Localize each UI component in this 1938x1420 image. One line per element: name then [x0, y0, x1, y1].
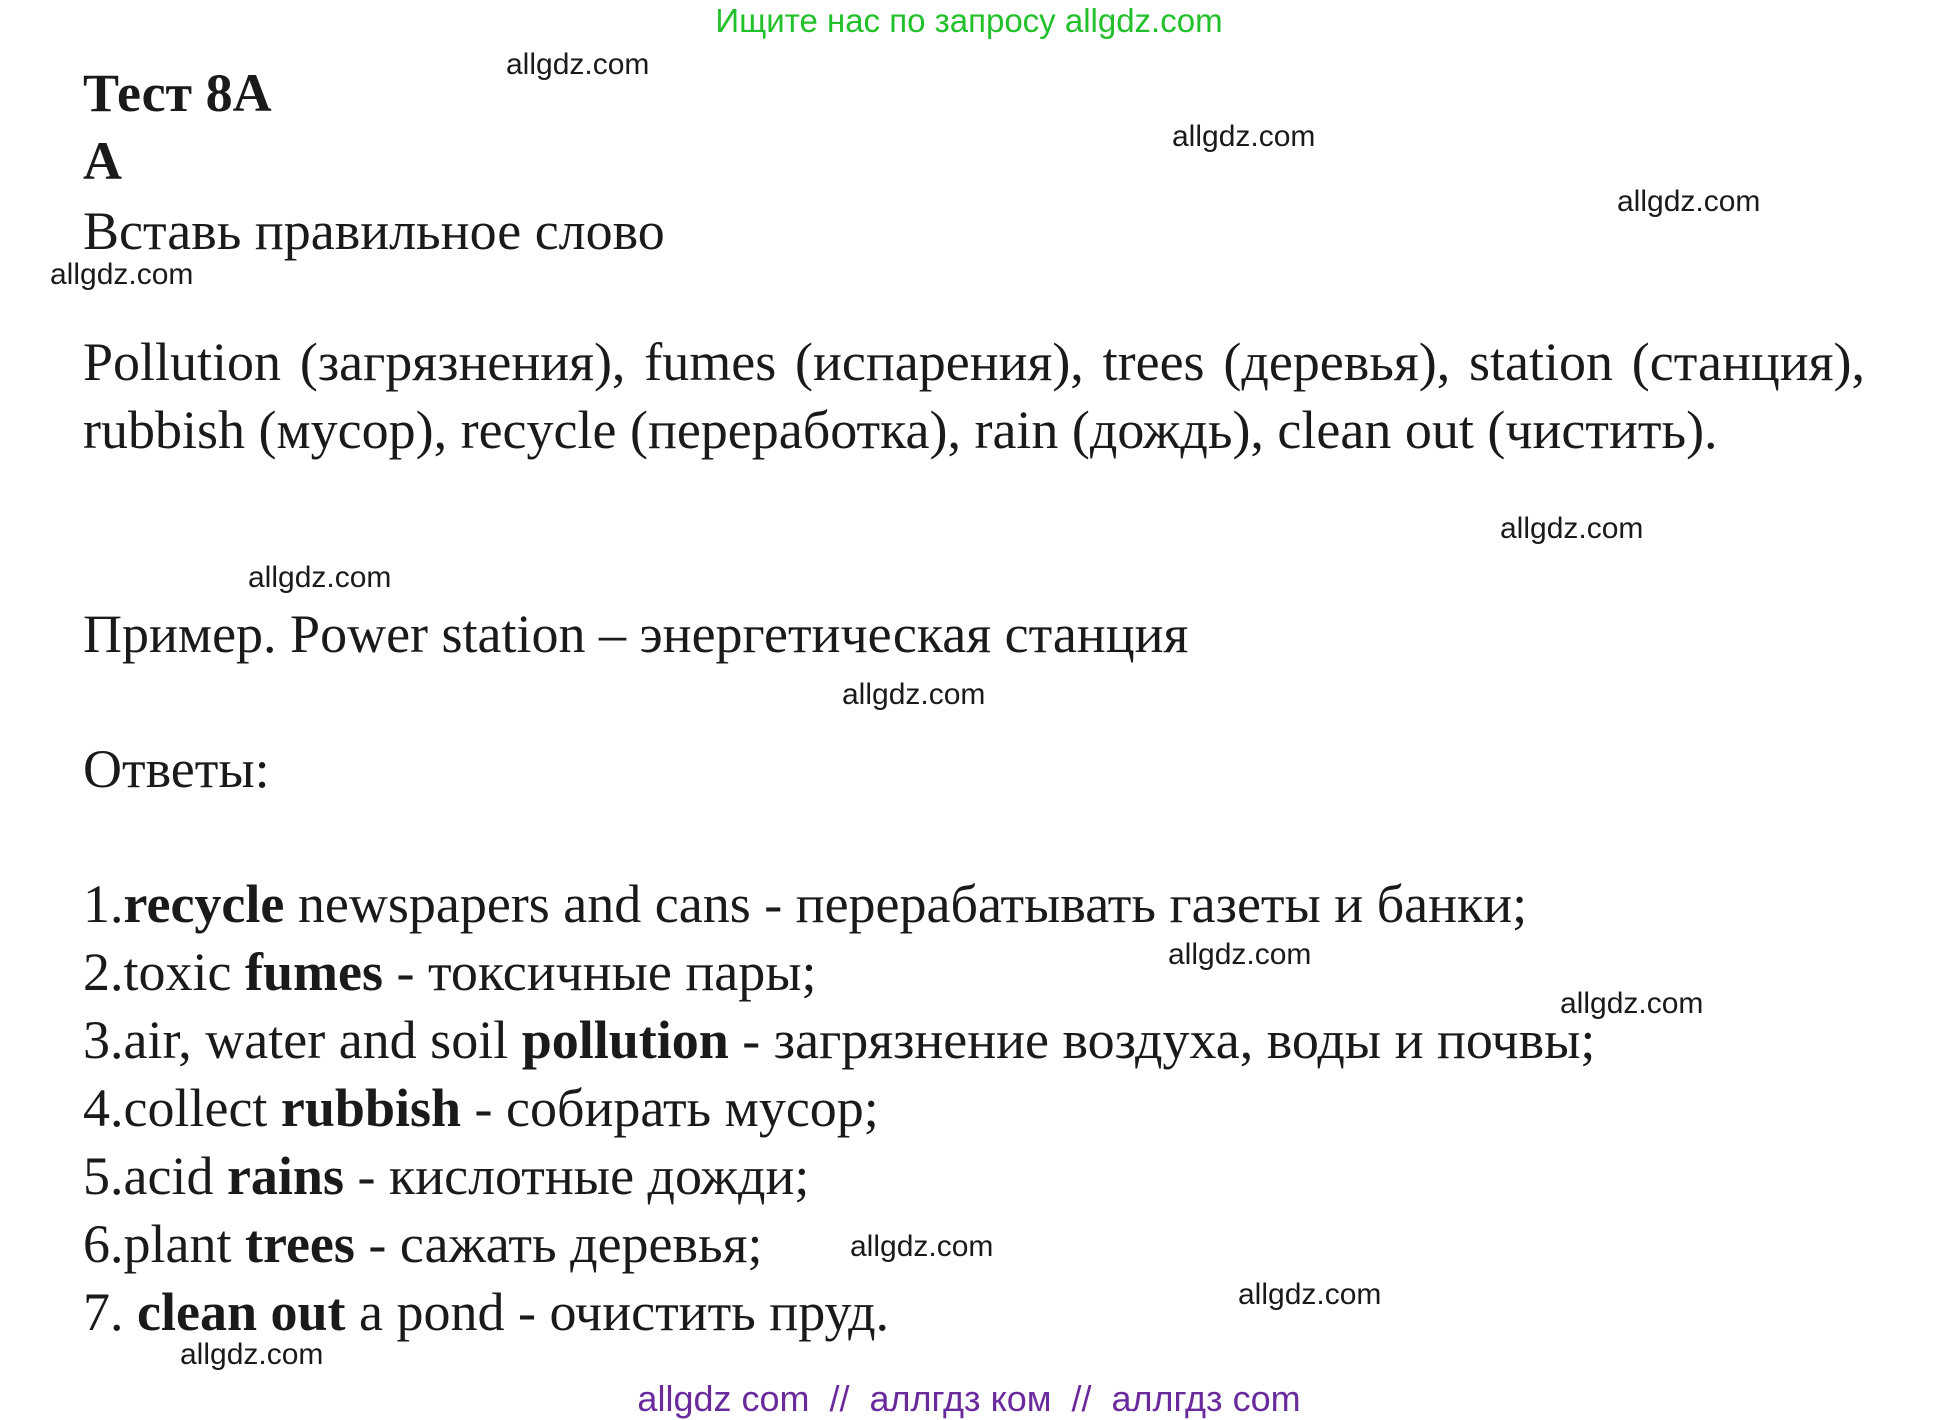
answer-item: [83, 1142, 1595, 1210]
test-title: Тест 8А: [83, 63, 272, 123]
answer-rest: - кислотные дожди;: [343, 1146, 810, 1206]
watermark: allgdz.com: [50, 258, 194, 291]
watermark: allgdz.com: [1560, 987, 1704, 1020]
top-banner[interactable]: Ищите нас по запросу allgdz.com: [715, 2, 1223, 39]
section-letter: А: [83, 131, 122, 191]
watermark: allgdz.com: [180, 1338, 324, 1371]
answer-keyword: rains: [226, 1146, 344, 1206]
watermark: allgdz.com: [1500, 512, 1644, 545]
answer-number: 1.: [83, 874, 124, 934]
watermark: allgdz.com: [850, 1230, 994, 1263]
example-line: Пример. Power station – энергетическая станция: [83, 604, 1189, 664]
watermark: allgdz.com: [506, 48, 650, 81]
answer-item: [83, 870, 1595, 938]
answer-keyword: recycle: [123, 874, 285, 934]
watermark: allgdz.com: [1172, 120, 1316, 153]
answer-keyword: pollution: [521, 1010, 729, 1070]
answer-keyword: clean out: [137, 1282, 346, 1342]
answer-item: [83, 938, 1595, 1006]
watermark: allgdz.com: [248, 561, 392, 594]
answer-keyword: trees: [244, 1214, 355, 1274]
answer-prefix: air, water and soil: [123, 1010, 522, 1070]
answer-rest: - сажать деревья;: [354, 1214, 763, 1274]
watermark: allgdz.com: [1238, 1278, 1382, 1311]
answer-prefix: collect: [123, 1078, 281, 1138]
watermark: allgdz.com: [842, 678, 986, 711]
watermark: allgdz.com: [1168, 938, 1312, 971]
answer-keyword: rubbish: [280, 1078, 462, 1138]
answer-rest: - собирать мусор;: [461, 1078, 879, 1138]
answer-number: 4.: [83, 1078, 124, 1138]
answer-rest: - загрязнение воздуха, воды и почвы;: [728, 1010, 1596, 1070]
answer-number: 3.: [83, 1010, 124, 1070]
bottom-banner[interactable]: allgdz com // аллгдз ком // аллгдз com: [637, 1378, 1301, 1419]
answer-number: 2.: [83, 942, 124, 1002]
answer-rest: - токсичные пары;: [382, 942, 817, 1002]
answer-prefix: plant: [123, 1214, 245, 1274]
answer-prefix: toxic: [123, 942, 245, 1002]
answer-prefix: acid: [123, 1146, 227, 1206]
answer-number: 6.: [83, 1214, 124, 1274]
answers-label: Ответы:: [83, 739, 270, 799]
answer-item: [83, 1074, 1595, 1142]
answer-item: [83, 1210, 1595, 1278]
answer-number: 7.: [83, 1282, 137, 1342]
answer-rest: newspapers and cans - перерабатывать газеты и банки;: [284, 874, 1528, 934]
answer-item: [83, 1006, 1595, 1074]
vocabulary-paragraph: Pollution (загрязнения), fumes (испарения), trees (деревья), station (станция), rubbish (мусор), recycle (переработка), rain (дождь), clean out (чистить).: [83, 332, 1865, 460]
answer-list: [83, 870, 1595, 1346]
answer-rest: a pond - очистить пруд.: [345, 1282, 890, 1342]
answer-number: 5.: [83, 1146, 124, 1206]
watermark: allgdz.com: [1617, 185, 1761, 218]
task-instruction: Вставь правильное слово: [83, 201, 665, 261]
answer-keyword: fumes: [244, 942, 383, 1002]
